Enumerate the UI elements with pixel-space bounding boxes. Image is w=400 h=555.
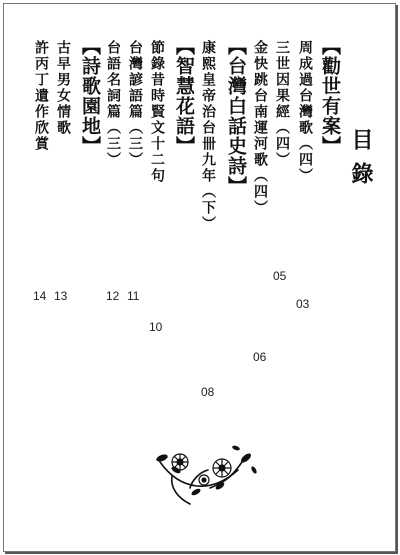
- toc-entry-2[interactable]: 三世因果經（四）: [274, 40, 290, 168]
- section-heading-3: 【智慧花語】: [173, 36, 195, 156]
- page-number-7: 12: [106, 289, 120, 303]
- toc-entry-3[interactable]: 金快跳台南運河歌（四）: [252, 40, 268, 216]
- toc-entry-7[interactable]: 台語名詞篇（三）: [105, 40, 121, 168]
- section-heading-2: 【台灣白話史詩】: [225, 36, 247, 196]
- page-title: 目錄: [348, 128, 374, 196]
- page-number-9: 14: [33, 289, 47, 303]
- page-number-8: 13: [54, 289, 68, 303]
- toc-entry-6[interactable]: 台灣諺語篇（三）: [127, 40, 143, 168]
- page-number-4: 08: [201, 385, 215, 399]
- toc-entry-9[interactable]: 許丙丁遺作欣賞: [33, 40, 49, 152]
- page-number-2: 05: [273, 269, 287, 283]
- page-number-3: 06: [253, 350, 267, 364]
- toc-entry-4[interactable]: 康熙皇帝治台卌九年（下）: [200, 40, 216, 232]
- page-number-5: 10: [149, 320, 163, 334]
- section-heading-4: 【詩歌園地】: [79, 36, 101, 156]
- section-heading-1: 【勸世有案】: [319, 36, 341, 156]
- floral-ornament-icon: [150, 440, 265, 510]
- toc-entry-1[interactable]: 周成過台灣歌（四）: [297, 40, 313, 184]
- page-number-1: 03: [296, 297, 310, 311]
- page-number-6: 11: [127, 289, 140, 303]
- toc-entry-8[interactable]: 古早男女情歌: [55, 40, 71, 136]
- toc-entry-5[interactable]: 節錄昔時賢文十二句: [149, 40, 165, 184]
